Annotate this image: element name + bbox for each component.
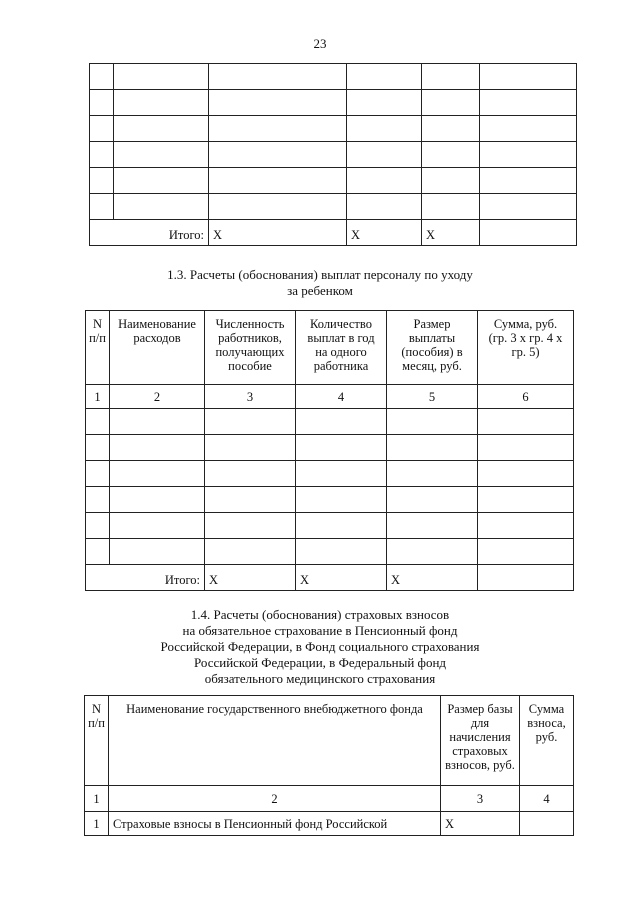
header-row xyxy=(85,696,574,786)
table-row xyxy=(90,142,577,168)
header-row xyxy=(86,311,574,385)
table-row xyxy=(86,513,574,539)
total-label: Итого: xyxy=(86,565,205,591)
header-payments-count: Количество выплат в год на одного работника xyxy=(296,311,387,385)
page-number: 23 xyxy=(313,36,327,51)
header-num: N п/п xyxy=(85,696,109,786)
table-row xyxy=(90,194,577,220)
table-row xyxy=(90,64,577,90)
x-mark: X xyxy=(422,220,480,246)
table-row xyxy=(86,435,574,461)
header-employees: Численность работников, получающих пособие xyxy=(205,311,296,385)
table-row: 1 Страховые взносы в Пенсионный фонд Российской X xyxy=(85,812,574,836)
column-number-row: 1 2 3 4 xyxy=(85,786,574,812)
header-contribution-sum: Сумма взноса, руб. xyxy=(520,696,574,786)
total-row xyxy=(90,220,577,246)
table-row xyxy=(86,539,574,565)
header-sum: Сумма, руб. (гр. 3 x гр. 4 x гр. 5) xyxy=(478,311,574,385)
x-mark: X xyxy=(347,220,422,246)
fund-name-cell: Страховые взносы в Пенсионный фонд Российской xyxy=(109,812,441,836)
table-row xyxy=(90,90,577,116)
x-mark: X xyxy=(441,812,520,836)
header-name: Наименование расходов xyxy=(110,311,205,385)
header-fund-name: Наименование государственного внебюджетного фонда xyxy=(109,696,441,786)
x-mark: X xyxy=(387,565,478,591)
x-mark: X xyxy=(205,565,296,591)
table-row xyxy=(90,168,577,194)
x-mark: X xyxy=(209,220,347,246)
x-mark: X xyxy=(296,565,387,591)
header-num: N п/п xyxy=(86,311,110,385)
table-row xyxy=(86,461,574,487)
total-row xyxy=(86,565,574,591)
section-1-3-title: 1.3. Расчеты (обоснования) выплат персоналу по уходу за ребенком xyxy=(167,267,473,298)
table-row xyxy=(90,116,577,142)
table-1-4 xyxy=(84,695,574,836)
table-row xyxy=(86,487,574,513)
column-number-row: 1 2 3 4 5 6 xyxy=(86,385,574,409)
header-payment-size: Размер выплаты (пособия) в месяц, руб. xyxy=(387,311,478,385)
table-continuation xyxy=(89,63,577,246)
header-base-size: Размер базы для начисления страховых взносов, руб. xyxy=(441,696,520,786)
total-label: Итого: xyxy=(90,220,209,246)
table-1-3 xyxy=(85,310,574,591)
section-1-4-title: 1.4. Расчеты (обоснования) страховых взносов на обязательное страхование в Пенсионный фонд Российской Федерации, в Фонд социального страхования Российской Федерации, в Федеральный фонд обязательного медицинского страхования xyxy=(160,607,480,686)
table-row xyxy=(86,409,574,435)
